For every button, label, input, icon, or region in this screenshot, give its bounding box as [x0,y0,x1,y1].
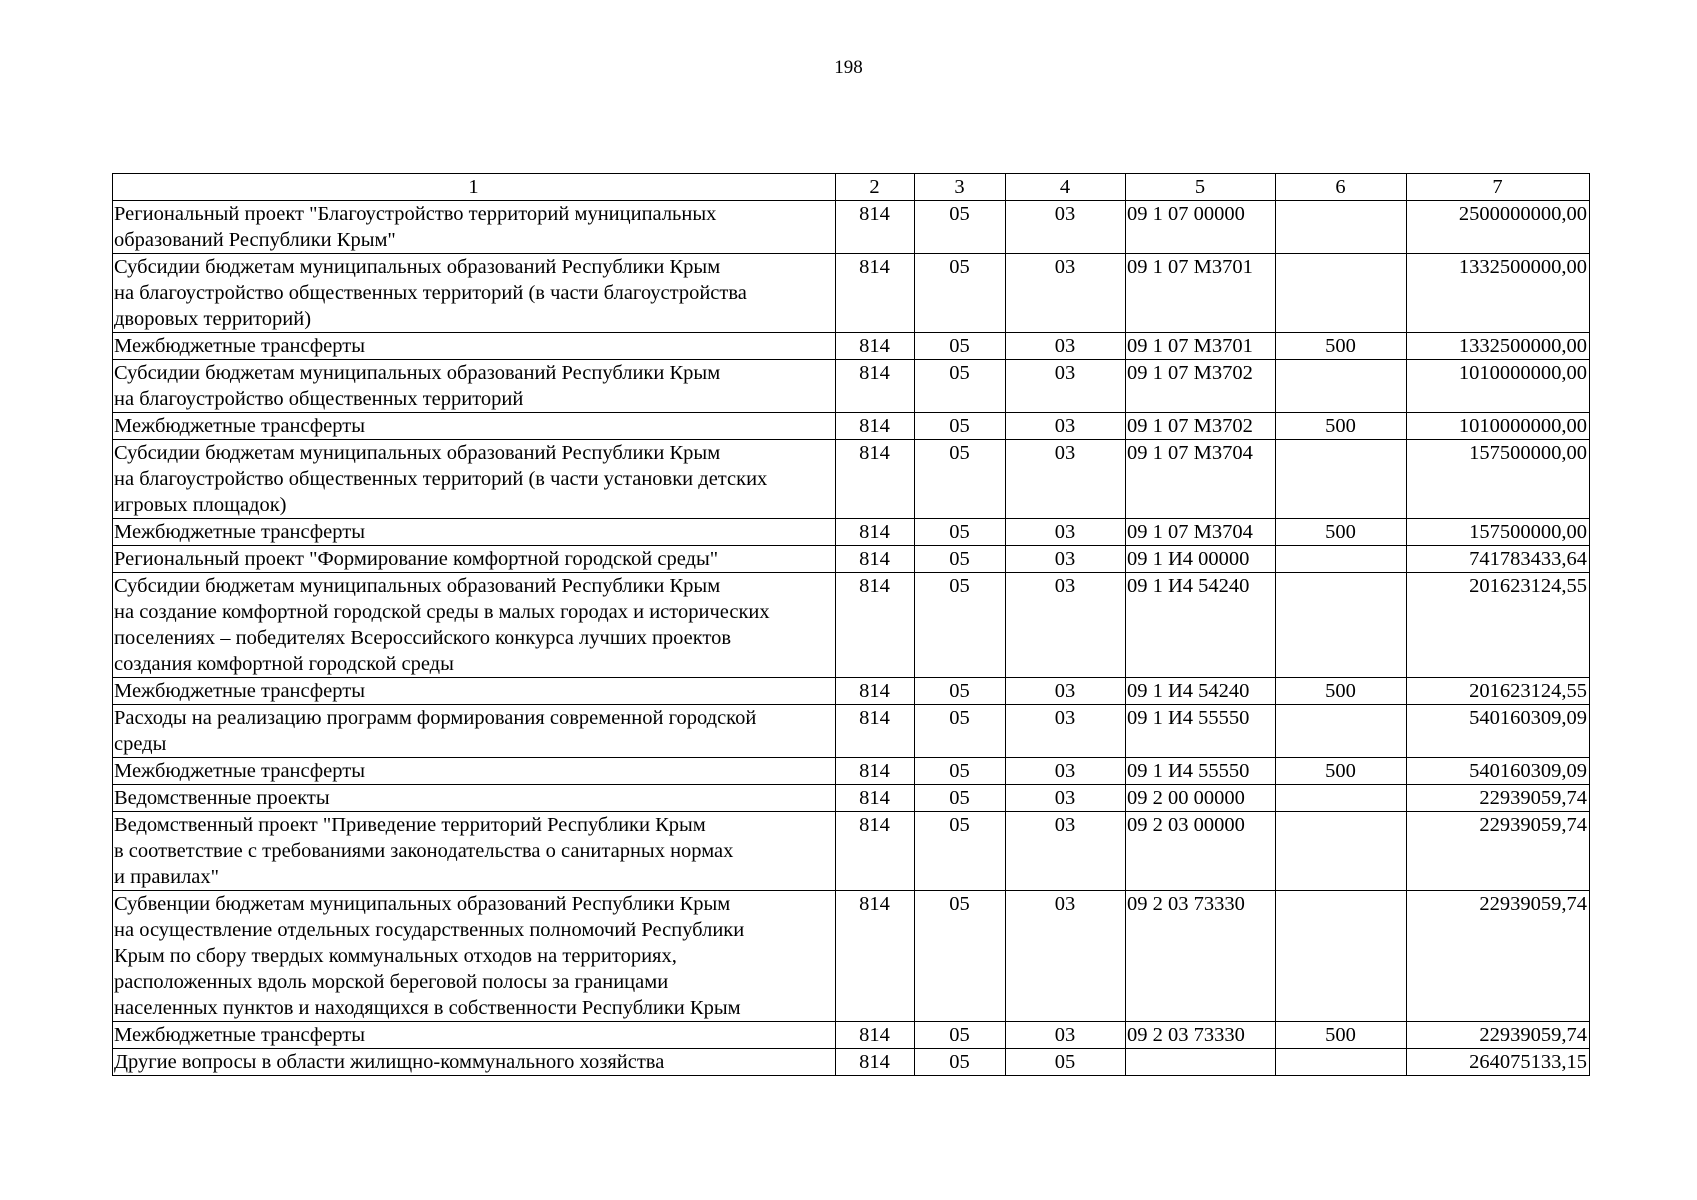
cell-section: 05 [915,546,1006,573]
cell-expense-type: 500 [1276,1022,1407,1049]
cell-amount: 1332500000,00 [1407,333,1590,360]
cell-grbs: 814 [836,785,915,812]
cell-grbs: 814 [836,705,915,758]
cell-amount: 540160309,09 [1407,705,1590,758]
cell-expense-type: 500 [1276,519,1407,546]
cell-section: 05 [915,812,1006,891]
cell-section: 05 [915,678,1006,705]
cell-amount: 540160309,09 [1407,758,1590,785]
cell-amount: 1010000000,00 [1407,413,1590,440]
cell-target-article: 09 2 00 00000 [1126,785,1276,812]
column-header-6: 6 [1276,174,1407,201]
cell-grbs: 814 [836,758,915,785]
cell-subsection: 03 [1006,678,1126,705]
cell-expense-type [1276,440,1407,519]
cell-section: 05 [915,705,1006,758]
cell-expense-type [1276,705,1407,758]
cell-name-line: Межбюджетные трансферты [114,760,365,782]
cell-name [113,360,836,413]
cell-name-line: на осуществление отдельных государственных полномочий Республики [114,919,745,941]
table-row [113,1022,1590,1049]
cell-name [113,333,836,360]
cell-grbs: 814 [836,678,915,705]
cell-subsection: 05 [1006,1049,1126,1076]
cell-expense-type [1276,812,1407,891]
cell-subsection: 03 [1006,440,1126,519]
cell-name [113,519,836,546]
cell-name [113,201,836,254]
cell-name-line: населенных пунктов и находящихся в собственности Республики Крым [114,997,741,1019]
cell-grbs: 814 [836,413,915,440]
cell-expense-type [1276,785,1407,812]
cell-name-line: поселениях – победителях Всероссийского конкурса лучших проектов [114,627,732,649]
cell-name-line: Межбюджетные трансферты [114,1024,365,1046]
cell-subsection: 03 [1006,254,1126,333]
cell-expense-type: 500 [1276,413,1407,440]
cell-name [113,891,836,1022]
column-header-4: 4 [1006,174,1126,201]
cell-name-line: создания комфортной городской среды [114,653,454,675]
table-row [113,705,1590,758]
cell-name [113,678,836,705]
cell-target-article: 09 1 07 М3704 [1126,519,1276,546]
cell-subsection: 03 [1006,812,1126,891]
cell-name-line: Субвенции бюджетам муниципальных образований Республики Крым [114,893,731,915]
cell-name [113,413,836,440]
cell-expense-type [1276,1049,1407,1076]
cell-name [113,785,836,812]
cell-target-article: 09 1 07 М3702 [1126,360,1276,413]
cell-subsection: 03 [1006,705,1126,758]
table-body [113,201,1590,1076]
cell-grbs: 814 [836,519,915,546]
cell-name-line: дворовых территорий) [114,308,312,330]
table-row [113,413,1590,440]
cell-amount: 1332500000,00 [1407,254,1590,333]
cell-expense-type [1276,573,1407,678]
cell-section: 05 [915,413,1006,440]
cell-subsection: 03 [1006,573,1126,678]
cell-grbs: 814 [836,891,915,1022]
cell-name-line: на создание комфортной городской среды в малых городах и исторических [114,601,770,623]
cell-section: 05 [915,519,1006,546]
cell-section: 05 [915,254,1006,333]
cell-grbs: 814 [836,333,915,360]
cell-section: 05 [915,440,1006,519]
cell-amount: 22939059,74 [1407,785,1590,812]
cell-target-article: 09 1 07 М3704 [1126,440,1276,519]
cell-name-line: Ведомственные проекты [114,787,330,809]
table-row [113,812,1590,891]
cell-target-article: 09 1 И4 54240 [1126,573,1276,678]
cell-section: 05 [915,201,1006,254]
cell-name-line: Крым по сбору твердых коммунальных отходов на территориях, [114,945,677,967]
cell-target-article: 09 1 И4 54240 [1126,678,1276,705]
cell-subsection: 03 [1006,413,1126,440]
table-row [113,785,1590,812]
cell-name-line: Межбюджетные трансферты [114,680,365,702]
cell-grbs: 814 [836,254,915,333]
cell-name-line: Субсидии бюджетам муниципальных образований Республики Крым [114,575,721,597]
cell-amount: 157500000,00 [1407,440,1590,519]
table-row [113,573,1590,678]
cell-name-line: среды [114,733,167,755]
cell-name-line: Субсидии бюджетам муниципальных образований Республики Крым [114,256,721,278]
cell-expense-type [1276,201,1407,254]
cell-name-line: Расходы на реализацию программ формирования современной городской [114,707,757,729]
cell-grbs: 814 [836,440,915,519]
table-row [113,333,1590,360]
table-row [113,360,1590,413]
cell-subsection: 03 [1006,201,1126,254]
cell-section: 05 [915,1022,1006,1049]
column-header-2: 2 [836,174,915,201]
cell-expense-type: 500 [1276,333,1407,360]
cell-grbs: 814 [836,201,915,254]
cell-subsection: 03 [1006,333,1126,360]
cell-name-line: в соответствие с требованиями законодательства о санитарных нормах [114,840,734,862]
cell-subsection: 03 [1006,785,1126,812]
cell-target-article: 09 1 07 М3701 [1126,254,1276,333]
cell-target-article: 09 1 И4 55550 [1126,758,1276,785]
cell-name-line: Межбюджетные трансферты [114,521,365,543]
cell-name [113,812,836,891]
cell-name-line: Субсидии бюджетам муниципальных образований Республики Крым [114,442,721,464]
table-row [113,758,1590,785]
cell-amount: 2500000000,00 [1407,201,1590,254]
cell-subsection: 03 [1006,546,1126,573]
cell-subsection: 03 [1006,519,1126,546]
cell-name [113,546,836,573]
column-header-5: 5 [1126,174,1276,201]
cell-expense-type [1276,891,1407,1022]
cell-grbs: 814 [836,812,915,891]
cell-subsection: 03 [1006,1022,1126,1049]
table-row [113,546,1590,573]
table-row [113,678,1590,705]
cell-name-line: на благоустройство общественных территорий (в части установки детских [114,468,768,490]
page-number: 198 [834,57,863,78]
column-header-3: 3 [915,174,1006,201]
column-header-1: 1 [113,174,836,201]
cell-name [113,1049,836,1076]
cell-subsection: 03 [1006,360,1126,413]
cell-grbs: 814 [836,1049,915,1076]
cell-grbs: 814 [836,1022,915,1049]
table-row [113,519,1590,546]
cell-name-line: игровых площадок) [114,494,287,516]
cell-amount: 22939059,74 [1407,891,1590,1022]
column-header-7: 7 [1407,174,1590,201]
table-row [113,1049,1590,1076]
cell-target-article: 09 1 07 М3701 [1126,333,1276,360]
cell-expense-type: 500 [1276,758,1407,785]
cell-expense-type: 500 [1276,678,1407,705]
cell-amount: 157500000,00 [1407,519,1590,546]
cell-name [113,1022,836,1049]
cell-subsection: 03 [1006,891,1126,1022]
table-row [113,254,1590,333]
cell-name-line: Ведомственный проект "Приведение территорий Республики Крым [114,814,706,836]
cell-target-article [1126,1049,1276,1076]
cell-name-line: и правилах" [114,866,220,888]
cell-name [113,758,836,785]
cell-amount: 264075133,15 [1407,1049,1590,1076]
cell-subsection: 03 [1006,758,1126,785]
cell-name-line: расположенных вдоль морской береговой полосы за границами [114,971,669,993]
cell-amount: 1010000000,00 [1407,360,1590,413]
cell-section: 05 [915,573,1006,678]
table-row [113,201,1590,254]
table-row [113,891,1590,1022]
cell-amount: 22939059,74 [1407,812,1590,891]
table-row [113,440,1590,519]
cell-name-line: Межбюджетные трансферты [114,335,365,357]
cell-grbs: 814 [836,573,915,678]
cell-target-article: 09 1 07 М3702 [1126,413,1276,440]
cell-name [113,254,836,333]
cell-target-article: 09 1 07 00000 [1126,201,1276,254]
cell-section: 05 [915,758,1006,785]
cell-amount: 201623124,55 [1407,678,1590,705]
cell-section: 05 [915,333,1006,360]
cell-target-article: 09 2 03 73330 [1126,1022,1276,1049]
cell-target-article: 09 2 03 00000 [1126,812,1276,891]
cell-name-line: Другие вопросы в области жилищно-коммунального хозяйства [114,1051,665,1073]
cell-target-article: 09 1 И4 55550 [1126,705,1276,758]
cell-expense-type [1276,254,1407,333]
cell-target-article: 09 2 03 73330 [1126,891,1276,1022]
cell-name-line: на благоустройство общественных территорий (в части благоустройства [114,282,747,304]
cell-grbs: 814 [836,546,915,573]
cell-section: 05 [915,360,1006,413]
cell-target-article: 09 1 И4 00000 [1126,546,1276,573]
cell-name [113,705,836,758]
cell-section: 05 [915,1049,1006,1076]
header-row [113,174,1590,201]
cell-expense-type [1276,360,1407,413]
cell-amount: 741783433,64 [1407,546,1590,573]
cell-name-line: на благоустройство общественных территорий [114,388,524,410]
cell-name-line: Межбюджетные трансферты [114,415,365,437]
cell-name-line: Субсидии бюджетам муниципальных образований Республики Крым [114,362,721,384]
cell-amount: 22939059,74 [1407,1022,1590,1049]
cell-name [113,573,836,678]
cell-grbs: 814 [836,360,915,413]
cell-name-line: образований Республики Крым" [114,229,396,251]
cell-name [113,440,836,519]
cell-amount: 201623124,55 [1407,573,1590,678]
cell-section: 05 [915,891,1006,1022]
cell-expense-type [1276,546,1407,573]
cell-name-line: Региональный проект "Благоустройство территорий муниципальных [114,203,717,225]
cell-section: 05 [915,785,1006,812]
budget-table [112,173,1590,1076]
cell-name-line: Региональный проект "Формирование комфортной городской среды" [114,548,719,570]
